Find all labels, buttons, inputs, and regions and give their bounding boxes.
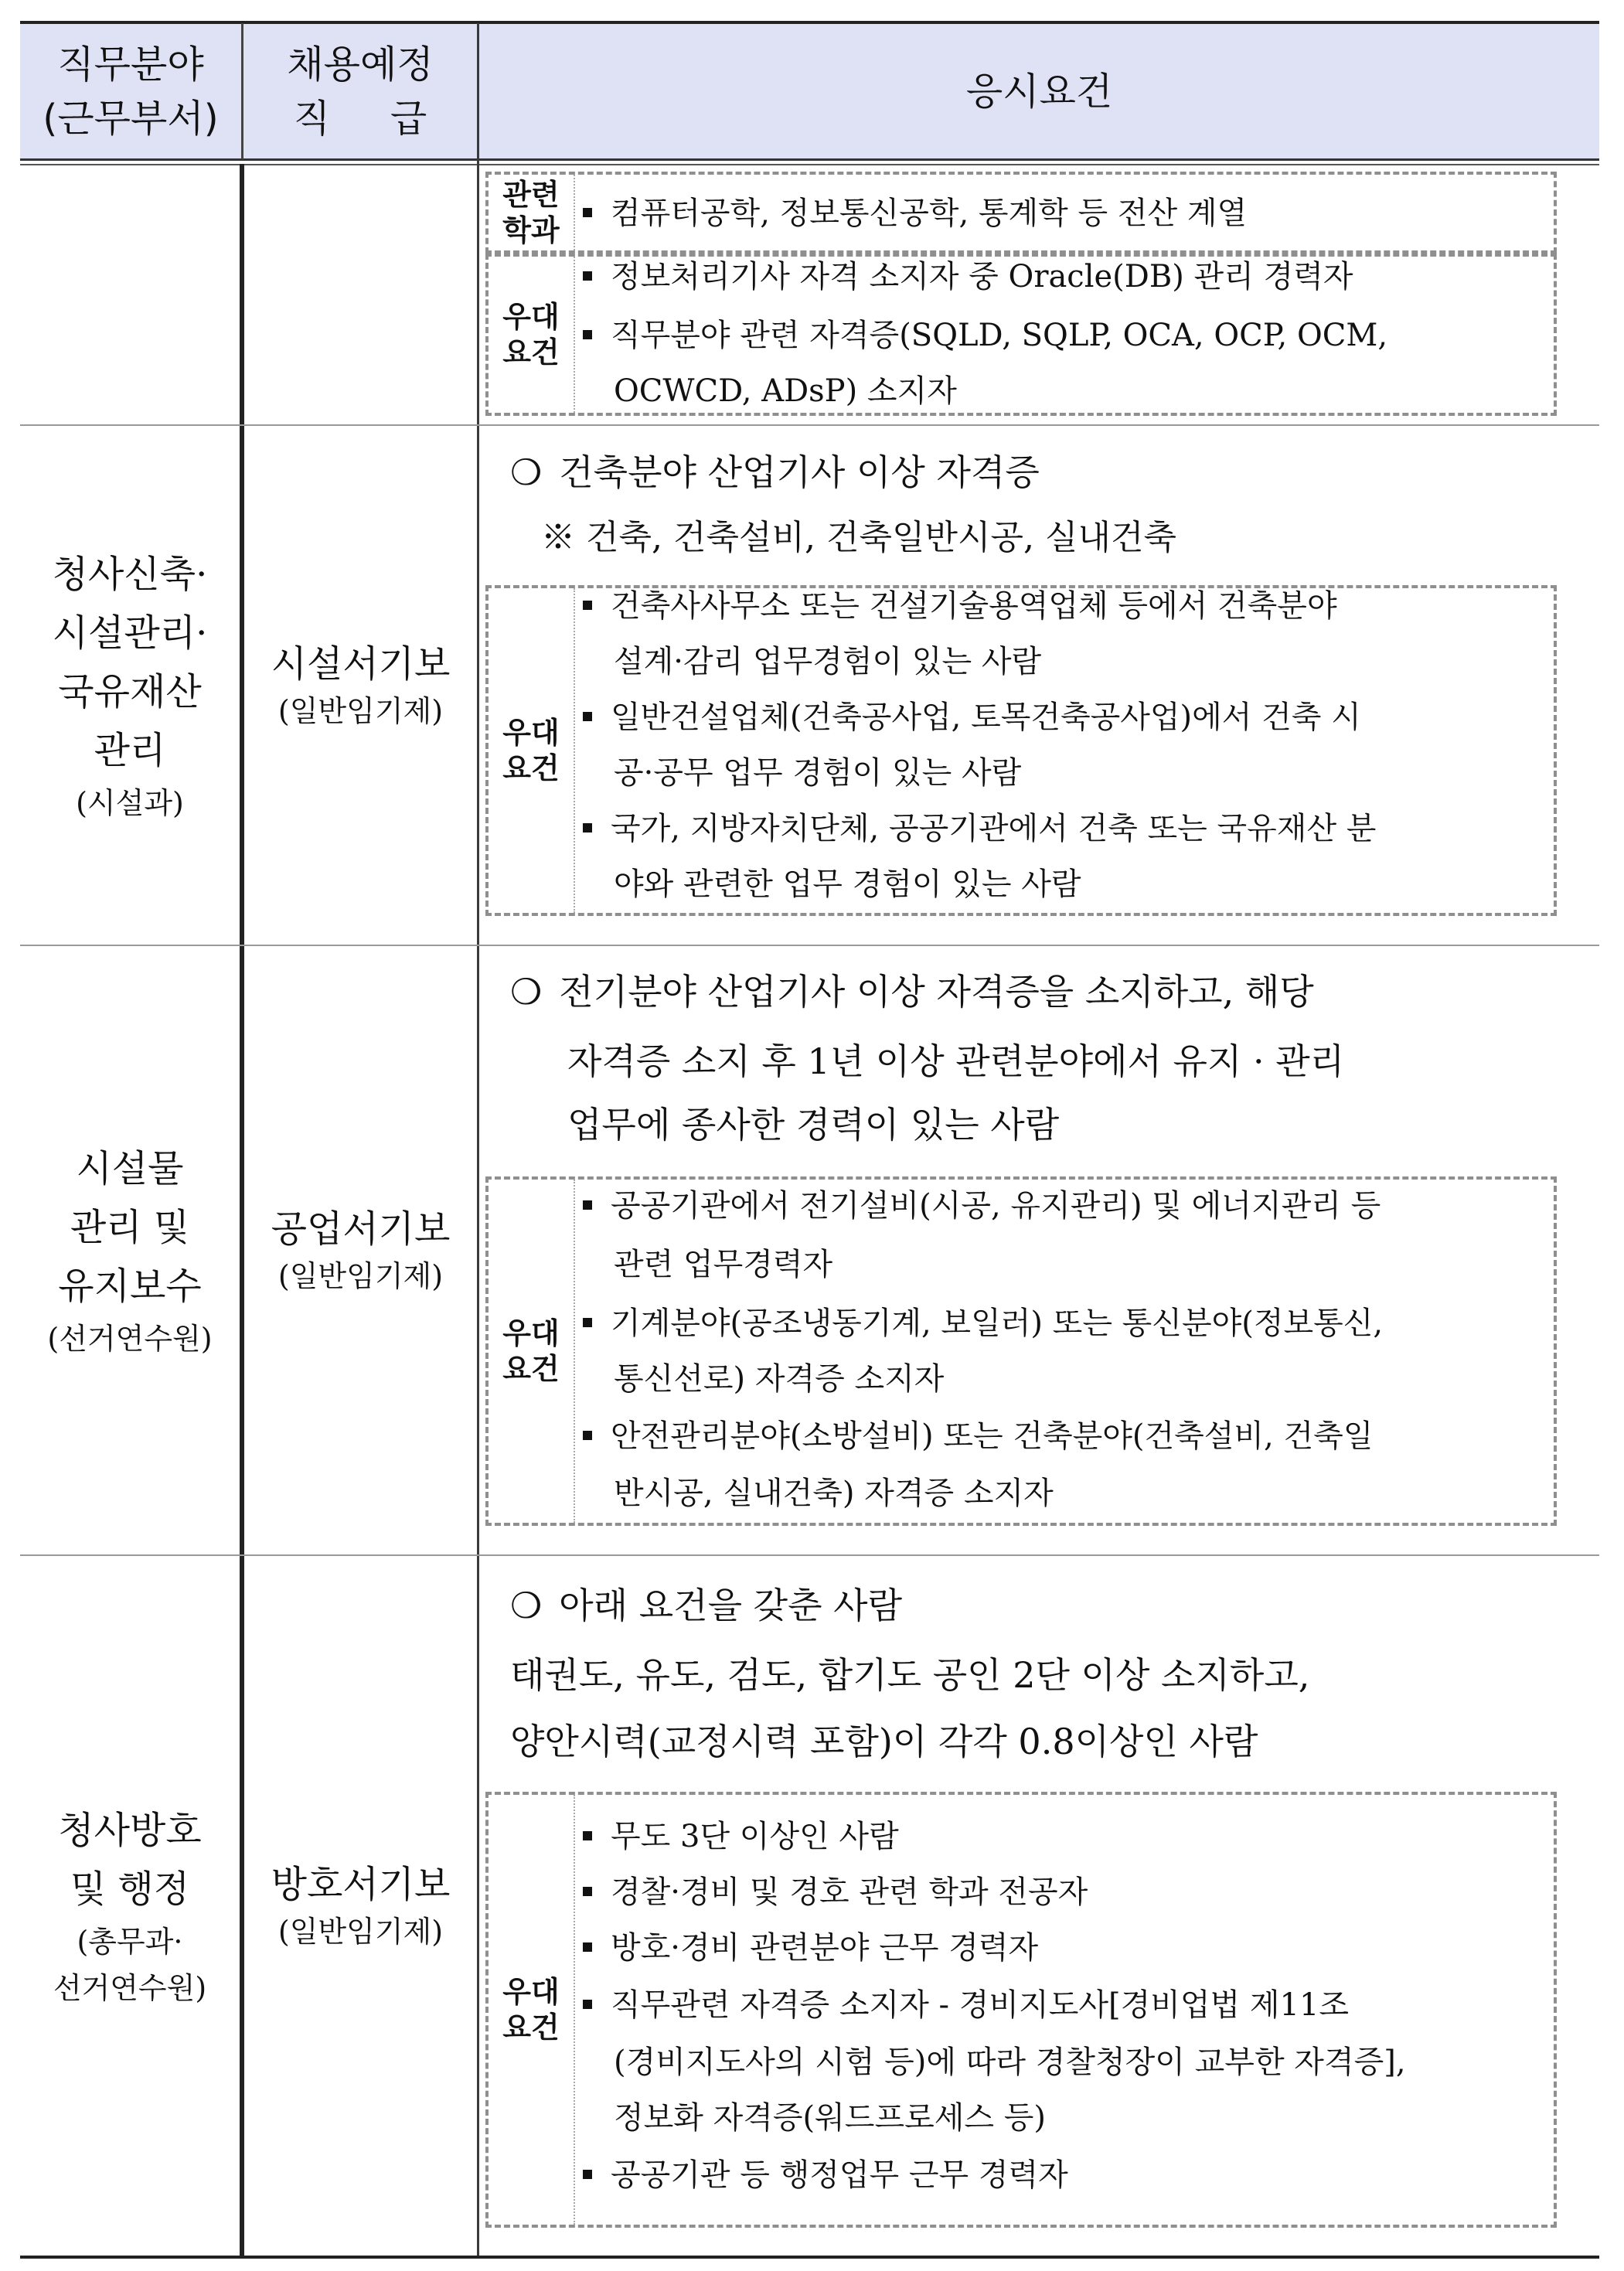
row1-preferred-line-1 <box>580 578 1337 634</box>
row1-grade-type: (일반임기제) <box>277 693 444 728</box>
column-divider-1-header <box>241 23 243 159</box>
row2-preferred-label-line1: 우대 <box>502 1316 560 1350</box>
bullet-icon <box>583 2170 592 2179</box>
circle-bullet-icon: ❍ <box>510 1585 543 1626</box>
bullet-icon <box>583 1942 592 1952</box>
row2-preferred-line-3 <box>580 1296 1383 1351</box>
row2-preferred-line-5 <box>580 1408 1373 1464</box>
bullet-icon <box>583 1887 592 1896</box>
row2-main-text-3: 업무에 종사한 경력이 있는 사람 <box>567 1104 1060 1146</box>
row2-preferred-text-6: 반시공, 실내건축) 자격증 소지자 <box>614 1476 1054 1511</box>
row2-main-line-2 <box>567 1033 1344 1090</box>
row2-category-line1: 시설물 <box>76 1146 184 1190</box>
row1-department: (시설과) <box>76 785 184 820</box>
circle-bullet-icon: ❍ <box>510 971 543 1013</box>
row3-preferred-line-2 <box>580 1864 1088 1920</box>
row2-main-text-1: 전기분야 산업기사 이상 자격증을 소지하고, 해당 <box>559 971 1314 1013</box>
row2-preferred-line-6 <box>614 1466 1054 1521</box>
row2-category-line3: 유지보수 <box>58 1264 202 1308</box>
row0-preferred-line-3 <box>614 363 957 419</box>
row1-category-line2: 시설관리· <box>52 611 208 655</box>
row2-preferred-line-4 <box>614 1351 944 1407</box>
bullet-icon <box>583 823 592 832</box>
row2-grade-type: (일반임기제) <box>277 1258 444 1293</box>
header-grade <box>244 26 476 158</box>
related-major-label-line1: 관련 <box>502 178 560 212</box>
row3-preferred-text-4: 직무관련 자격증 소지자 - 경비지도사[경비업법 제11조 <box>611 1987 1350 2023</box>
row1-main-text-1: 건축분야 산업기사 이상 자격증 <box>559 451 1040 493</box>
bullet-icon <box>583 208 592 217</box>
row1-preferred-label-line1: 우대 <box>502 716 560 750</box>
row0-preferred-label <box>489 257 575 413</box>
bullet-icon <box>583 330 592 339</box>
header-department-label: (근무부서) <box>43 97 219 141</box>
bullet-icon <box>583 712 592 721</box>
row3-main-line-3 <box>510 1713 1258 1770</box>
row3-preferred-line-4 <box>580 1977 1349 2033</box>
row1-preferred-text-6: 야와 관련한 업무 경험이 있는 사람 <box>614 867 1081 902</box>
table-bottom-border <box>20 2256 1599 2259</box>
header-requirements <box>479 26 1599 158</box>
row2-main-text-2: 자격증 소지 후 1년 이상 관련분야에서 유지 · 관리 <box>567 1040 1345 1082</box>
row1-preferred-label <box>489 588 575 913</box>
row3-preferred-text-3: 방호·경비 관련분야 근무 경력자 <box>611 1930 1039 1966</box>
row3-preferred-label-line1: 우대 <box>502 1975 560 2009</box>
header-grade-sub-label: 직 급 <box>293 97 427 141</box>
row2-preferred-line-2 <box>614 1237 832 1292</box>
row1-category-line4: 관리 <box>94 728 166 772</box>
row3-preferred-line-5 <box>614 2034 1406 2090</box>
row2-preferred-line-1 <box>580 1178 1381 1234</box>
row2-preferred-text-1: 공공기관에서 전기설비(시공, 유지관리) 및 에너지관리 등 <box>611 1188 1381 1224</box>
row1-category-line3: 국유재산 <box>58 669 202 713</box>
row1-grade <box>244 426 477 945</box>
row0-preferred-text-3: OCWCD, ADsP) 소지자 <box>614 373 957 409</box>
row0-preferred-text-2: 직무분야 관련 자격증(SQLD, SQLP, OCA, OCP, OCM, <box>611 318 1388 353</box>
header-grade-label: 채용예정 <box>287 43 434 87</box>
header-job-field-label: 직무분야 <box>57 43 204 87</box>
row0-preferred-label-line1: 우대 <box>502 300 560 334</box>
row1-preferred-text-4: 공·공무 업무 경험이 있는 사람 <box>614 755 1022 791</box>
row3-preferred-text-2: 경찰·경비 및 경호 관련 학과 전공자 <box>611 1874 1088 1910</box>
row0-preferred-line-1 <box>580 249 1353 305</box>
related-major-label <box>489 175 575 250</box>
row1-preferred-line-5 <box>580 801 1376 856</box>
row2-main-line-1 <box>510 963 1314 1020</box>
bullet-icon <box>583 1831 592 1840</box>
bullet-icon <box>583 271 592 281</box>
row3-preferred-line-1 <box>580 1809 899 1864</box>
row3-preferred-line-6 <box>614 2090 1046 2146</box>
row3-category-line2: 및 행정 <box>70 1867 190 1911</box>
header-requirements-label: 응시요건 <box>965 70 1113 114</box>
bullet-icon <box>583 1431 592 1440</box>
row3-preferred-text-7: 공공기관 등 행정업무 근무 경력자 <box>611 2157 1068 2193</box>
header-bottom-border <box>20 158 1599 161</box>
row3-grade-title: 방호서기보 <box>271 1862 451 1906</box>
bullet-icon <box>583 1318 592 1327</box>
row3-preferred-label <box>489 1795 575 2225</box>
row2-category-line2: 관리 및 <box>70 1205 190 1249</box>
row2-preferred-text-2: 관련 업무경력자 <box>614 1247 833 1282</box>
row2-preferred-text-4: 통신선로) 자격증 소지자 <box>614 1361 945 1397</box>
row0-preferred-line-2 <box>580 308 1387 363</box>
row1-preferred-text-5: 국가, 지방자치단체, 공공기관에서 건축 또는 국유재산 분 <box>611 811 1377 846</box>
related-major-text: 컴퓨터공학, 정보통신공학, 통계학 등 전산 계열 <box>611 196 1248 231</box>
table-top-border <box>20 21 1599 24</box>
row3-preferred-text-6: 정보화 자격증(워드프로세스 등) <box>614 2100 1046 2136</box>
row2-grade-title: 공업서기보 <box>271 1207 451 1251</box>
bullet-icon <box>583 1200 592 1210</box>
row1-note <box>541 513 1176 563</box>
row3-department-line1: (총무과· <box>77 1924 183 1959</box>
row3-preferred-line-7 <box>580 2147 1068 2203</box>
row2-main-line-3 <box>567 1096 1059 1153</box>
header-bottom-border-inner <box>20 164 1599 165</box>
related-major-label-line2: 학과 <box>502 213 560 247</box>
row2-category <box>20 946 240 1554</box>
row3-category <box>20 1556 240 2256</box>
row1-preferred-line-2 <box>614 634 1041 689</box>
row3-main-text-2: 태권도, 유도, 검도, 합기도 공인 2단 이상 소지하고, <box>510 1654 1310 1696</box>
column-divider-2 <box>477 23 479 2257</box>
row1-main-line-1 <box>510 444 1040 501</box>
row3-preferred-text-5: (경비지도사의 시험 등)에 따라 경찰청장이 교부한 자격증], <box>614 2045 1406 2080</box>
bullet-icon <box>583 601 592 610</box>
row1-preferred-line-6 <box>614 856 1081 912</box>
row1-preferred-line-4 <box>614 745 1021 801</box>
row1-preferred-label-line2: 요건 <box>502 751 560 785</box>
related-major-item <box>580 186 1247 241</box>
row3-main-line-2 <box>510 1646 1309 1704</box>
row1-preferred-text-2: 설계·감리 업무경험이 있는 사람 <box>614 644 1042 679</box>
row3-preferred-line-3 <box>580 1920 1038 1976</box>
row0-preferred-text-1: 정보처리기사 자격 소지자 중 Oracle(DB) 관리 경력자 <box>611 259 1353 295</box>
row2-preferred-label-line2: 요건 <box>502 1352 560 1386</box>
row3-department-line2: 선거연수원) <box>53 1970 207 2005</box>
row1-preferred-text-1: 건축사사무소 또는 건설기술용역업체 등에서 건축분야 <box>611 588 1337 624</box>
row0-preferred-label-line2: 요건 <box>502 335 560 369</box>
row3-grade <box>244 1556 477 2256</box>
row2-department: (선거연수원) <box>47 1321 213 1356</box>
row1-category <box>20 426 240 945</box>
row1-preferred-text-3: 일반건설업체(건축공사업, 토목건축공사업)에서 건축 시 <box>611 700 1361 735</box>
row2-preferred-label <box>489 1180 575 1523</box>
row2-preferred-text-3: 기계분야(공조냉동기계, 보일러) 또는 통신분야(정보통신, <box>611 1306 1384 1341</box>
row2-preferred-text-5: 안전관리분야(소방설비) 또는 건축분야(건축설비, 건축일 <box>611 1418 1374 1454</box>
row1-preferred-line-3 <box>580 689 1361 745</box>
bullet-icon <box>583 2000 592 2009</box>
row3-preferred-label-line2: 요건 <box>502 2011 560 2045</box>
row3-main-text-1: 아래 요건을 갖춘 사람 <box>559 1585 903 1626</box>
circle-bullet-icon: ❍ <box>510 451 543 493</box>
header-job-field <box>20 26 241 158</box>
row3-category-line1: 청사방호 <box>58 1808 202 1852</box>
row3-grade-type: (일반임기제) <box>277 1914 444 1949</box>
row3-preferred-text-1: 무도 3단 이상인 사람 <box>611 1819 899 1854</box>
row1-grade-title: 시설서기보 <box>271 642 451 686</box>
row2-grade <box>244 946 477 1554</box>
row1-note-text: ※ 건축, 건축설비, 건축일반시공, 실내건축 <box>541 518 1176 557</box>
row1-category-line1: 청사신축· <box>52 552 208 596</box>
row3-main-text-3: 양안시력(교정시력 포함)이 각각 0.8이상인 사람 <box>510 1721 1258 1762</box>
row3-main-line-1 <box>510 1577 902 1634</box>
